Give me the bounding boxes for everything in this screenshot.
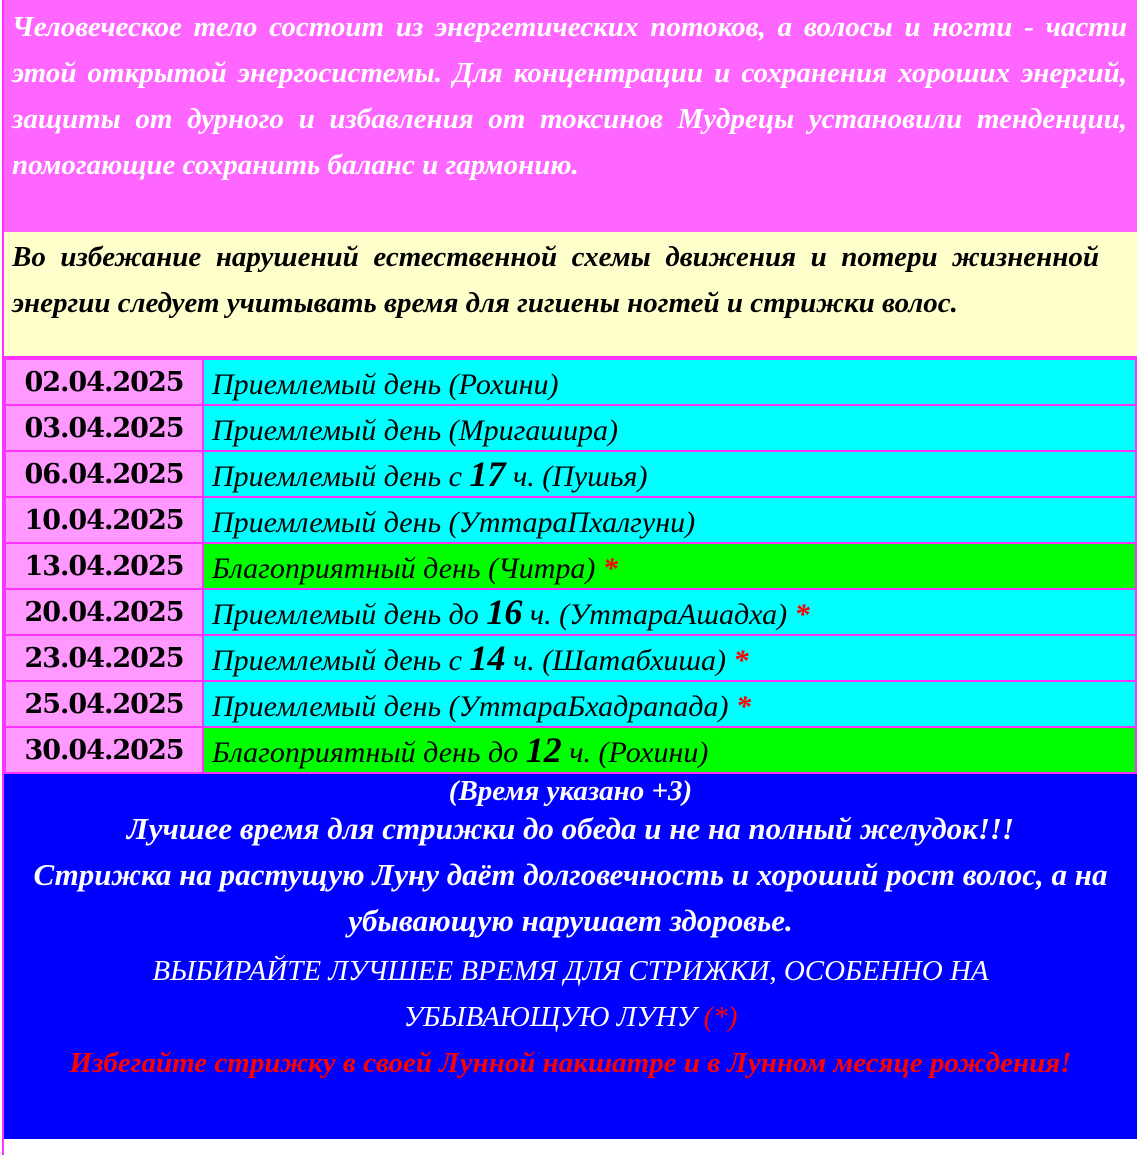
nakshatra: (Рохини) <box>448 368 559 401</box>
haircut-calendar <box>2 0 1137 1155</box>
hour: 12 <box>525 730 562 770</box>
date-cell: 13.04.2025 <box>5 543 203 589</box>
table-row <box>5 543 1136 589</box>
nakshatra: (Рохини) <box>598 736 709 769</box>
avoid-warning: Избегайте стрижку в своей Лунной накшатре и в Лунном месяце рождения! <box>69 1047 1072 1079</box>
date-cell: 25.04.2025 <box>5 681 203 727</box>
day-description <box>203 451 1136 497</box>
day-type: Приемлемый день с <box>212 644 470 677</box>
day-type: Благоприятный день до <box>212 736 526 769</box>
day-type: Благоприятный день <box>212 552 489 585</box>
hour-unit: ч. <box>505 644 543 677</box>
table-row <box>5 359 1136 405</box>
day-description <box>203 543 1136 589</box>
time-note: (Время указано +3) <box>448 775 693 807</box>
table-row <box>5 497 1136 543</box>
waning-moon-asterisk: * <box>728 690 751 723</box>
intro-text: Человеческое тело состоит из энергетических потоков, а волосы и ногти - части этой открытой энергосистемы. Для концентрации и сохранения хороших энергий, защиты от дурного и избавления от токсинов Мудрецы установили тенденции, помогающие сохранить баланс и гармонию. <box>4 0 1137 232</box>
hour: 17 <box>469 454 506 494</box>
table-row <box>5 635 1136 681</box>
waning-moon-asterisk: * <box>726 644 749 677</box>
nakshatra: (УттараБхадрапада) <box>448 690 729 723</box>
day-description <box>203 727 1136 773</box>
choose-note <box>4 948 1137 1040</box>
nakshatra: (Мригашира) <box>448 414 618 447</box>
hour-unit: ч. <box>505 460 543 493</box>
nakshatra: (Шатабхиша) <box>542 644 727 677</box>
date-cell: 03.04.2025 <box>5 405 203 451</box>
waning-moon-asterisk: * <box>595 552 618 585</box>
day-description <box>203 589 1136 635</box>
nakshatra: (УттараАшадха) <box>559 598 788 631</box>
hour-unit: ч. <box>522 598 560 631</box>
day-type: Приемлемый день <box>212 368 449 401</box>
rule-text: Во избежание нарушений естественной схемы движения и потери жизненной энергии следует учитывать время для гигиены ногтей и стрижки волос. <box>4 232 1137 358</box>
table-row <box>5 451 1136 497</box>
day-type: Приемлемый день с <box>212 460 470 493</box>
choose-asterisk: (*) <box>703 1001 738 1033</box>
date-cell: 20.04.2025 <box>5 589 203 635</box>
nakshatra: (Читра) <box>488 552 596 585</box>
nakshatra: (УттараПхалгуни) <box>448 506 696 539</box>
day-type: Приемлемый день до <box>212 598 487 631</box>
table-row <box>5 405 1136 451</box>
best-time-note: Лучшее время для стрижки до обеда и не на полный желудок!!! <box>126 811 1015 846</box>
moon-note: Стрижка на растущую Луну даёт долговечность и хороший рост волос, а на убывающую нарушает здоровье. <box>33 857 1108 938</box>
day-description <box>203 359 1136 405</box>
footer-notes <box>4 774 1137 1139</box>
date-cell: 06.04.2025 <box>5 451 203 497</box>
choose-text: ВЫБИРАЙТЕ ЛУЧШЕЕ ВРЕМЯ ДЛЯ СТРИЖКИ, ОСОБЕННО НА УБЫВАЮЩУЮ ЛУНУ <box>152 955 989 1033</box>
hour: 16 <box>486 592 523 632</box>
day-description <box>203 635 1136 681</box>
day-description <box>203 405 1136 451</box>
day-type: Приемлемый день <box>212 506 449 539</box>
hour-unit: ч. <box>561 736 599 769</box>
day-type: Приемлемый день <box>212 690 449 723</box>
day-description <box>203 681 1136 727</box>
date-cell: 02.04.2025 <box>5 359 203 405</box>
day-description <box>203 497 1136 543</box>
date-cell: 23.04.2025 <box>5 635 203 681</box>
date-cell: 30.04.2025 <box>5 727 203 773</box>
table-row <box>5 681 1136 727</box>
waning-moon-asterisk: * <box>787 598 810 631</box>
date-cell: 10.04.2025 <box>5 497 203 543</box>
hour: 14 <box>469 638 506 678</box>
dates-table <box>4 358 1137 774</box>
table-row <box>5 727 1136 773</box>
table-row <box>5 589 1136 635</box>
nakshatra: (Пушья) <box>542 460 648 493</box>
day-type: Приемлемый день <box>212 414 449 447</box>
